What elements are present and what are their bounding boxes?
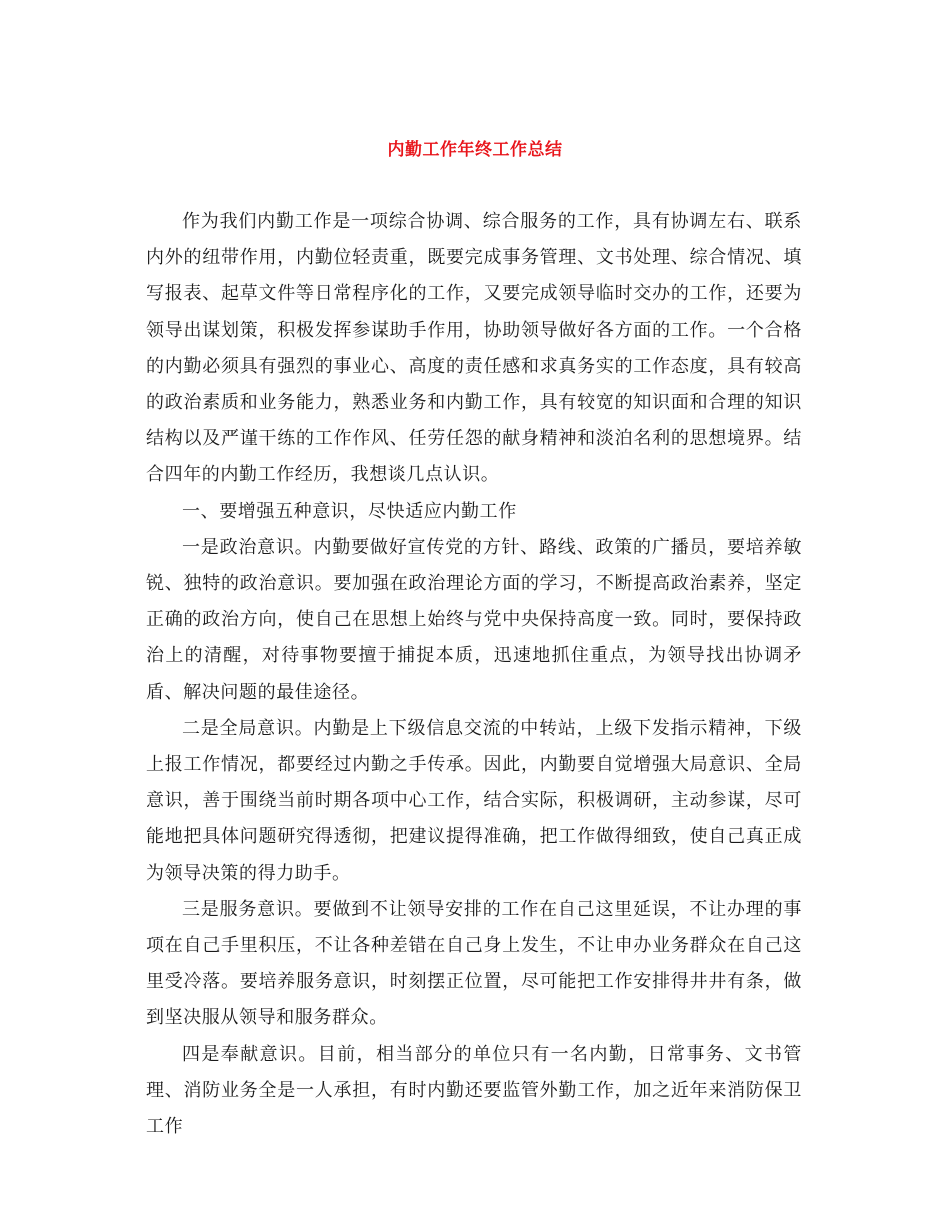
paragraph-overall-awareness: 二是全局意识。内勤是上下级信息交流的中转站，上级下发指示精神，下级上报工作情况，都要经过内勤之手传承。因此，内勤要自觉增强大局意识、全局意识，善于围绕当前时期各项中心工作，结合实际，积极调研，主动参谋，尽可能地把具体问题研究得透彻，把建议提得准确，把工作做得细致，使自己真正成为领导决策的得力助手。 [146,717,802,884]
paragraph-service-awareness: 三是服务意识。要做到不让领导安排的工作在自己这里延误，不让办理的事项在自己手里积压，不让各种差错在自己身上发生，不让申办业务群众在自己这里受冷落。要培养服务意识，时刻摆正位置，尽可能把工作安排得井井有条，做到坚决服从领导和服务群众。 [146,898,802,1029]
paragraph-dedication-awareness: 四是奉献意识。目前，相当部分的单位只有一名内勤，日常事务、文书管理、消防业务全是一人承担，有时内勤还要监管外勤工作，加之近年来消防保卫工作 [146,1043,802,1138]
section-heading-1: 一、要增强五种意识，尽快适应内勤工作 [182,500,517,522]
document-body [146,204,802,1145]
paragraph-intro: 作为我们内勤工作是一项综合协调、综合服务的工作，具有协调左右、联系内外的纽带作用，内勤位轻责重，既要完成事务管理、文书处理、综合情况、填写报表、起草文件等日常程序化的工作，又要完成领导临时交办的工作，还要为领导出谋划策，积极发挥参谋助手作用，协助领导做好各方面的工作。一个合格的内勤必须具有强烈的事业心、高度的责任感和求真务实的工作态度，具有较高的政治素质和业务能力，熟悉业务和内勤工作，具有较宽的知识面和合理的知识结构以及严谨干练的工作作风、任劳任怨的献身精神和淡泊名利的思想境界。结合四年的内勤工作经历，我想谈几点认识。 [146,211,802,486]
document-title: 内勤工作年终工作总结 [387,140,563,160]
paragraph-political-awareness: 一是政治意识。内勤要做好宣传党的方针、路线、政策的广播员，要培养敏锐、独特的政治意识。要加强在政治理论方面的学习，不断提高政治素养，坚定正确的政治方向，使自己在思想上始终与党中央保持高度一致。同时，要保持政治上的清醒，对待事物要擅于捕捉本质，迅速地抓住重点，为领导找出协调矛盾、解决问题的最佳途径。 [146,536,802,703]
